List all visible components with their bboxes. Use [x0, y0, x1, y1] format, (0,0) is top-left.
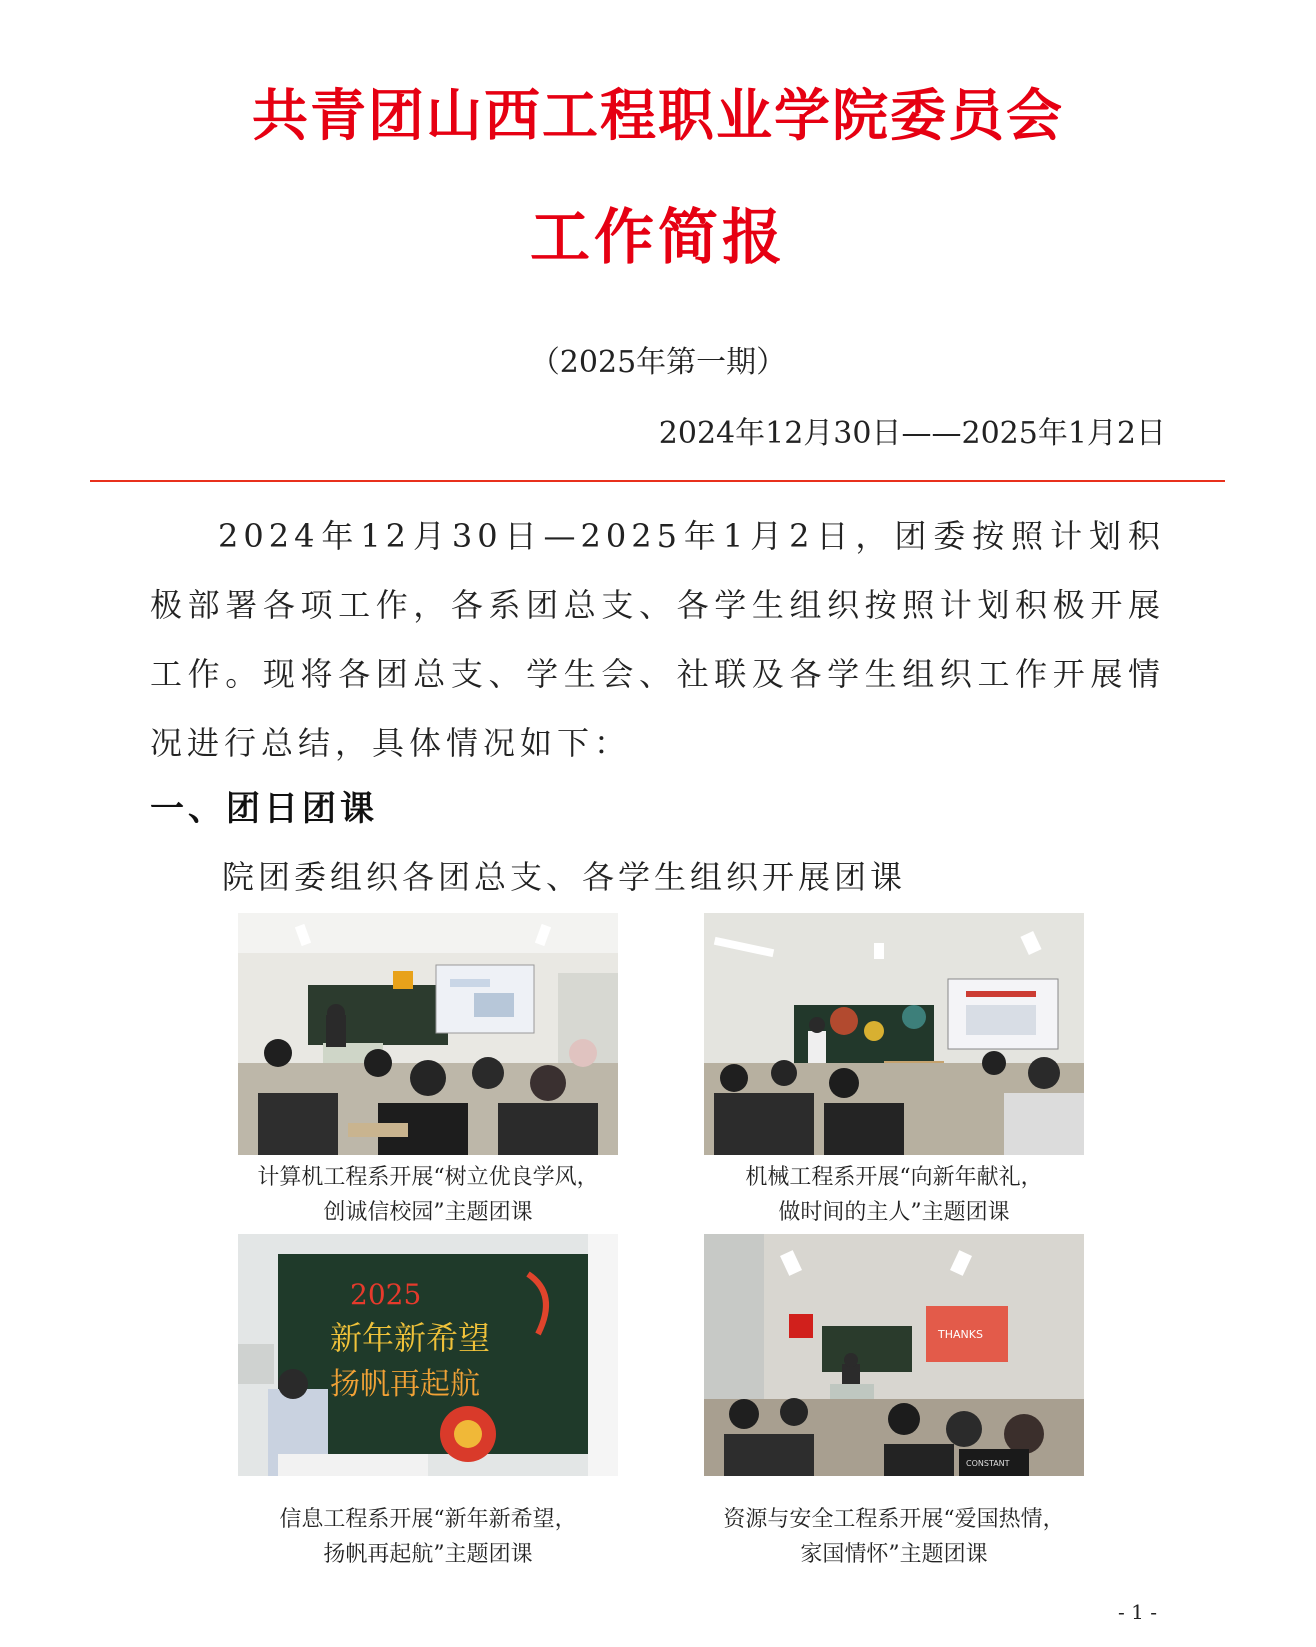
caption-line: 做时间的主人”主题团课: [778, 1200, 1010, 1225]
caption-line: 家国情怀”主题团课: [800, 1542, 988, 1567]
red-divider: [90, 480, 1225, 482]
classroom-photo-4: [704, 1234, 1084, 1476]
photo-caption-3: [238, 1502, 618, 1572]
photo-resources-safety-engineering: [704, 1234, 1084, 1476]
board-year: 2025: [350, 1278, 422, 1311]
caption-line: 信息工程系开展“新年新希望，: [279, 1507, 577, 1532]
document-subtitle: 工作简报: [530, 203, 786, 273]
photo-caption-4: [704, 1502, 1084, 1572]
page-number: - 1 -: [1118, 1600, 1157, 1624]
shirt-text: CONSTANT: [966, 1459, 1010, 1468]
board-text-line1: 新年新希望: [330, 1319, 491, 1357]
caption-line: 扬帆再起航”主题团课: [323, 1542, 533, 1567]
board-text-line2: 扬帆再起航: [330, 1367, 480, 1402]
classroom-photo-1: [238, 913, 618, 1155]
slide-text: THANKS: [938, 1328, 983, 1341]
photo-computer-engineering: [238, 913, 618, 1155]
photo-information-engineering: [238, 1234, 618, 1476]
classroom-photo-2: [704, 913, 1084, 1155]
intro-paragraph: 2024年12月30日—2025年1月2日，团委按照计划积极部署各项工作，各系团总支、各学生组织按照计划积极开展工作。现将各团总支、学生会、社联及各学生组织工作开展情况进行总结，具体情况如下：: [150, 517, 1165, 762]
document-title: 共青团山西工程职业学院委员会: [252, 84, 1064, 149]
caption-line: 计算机工程系开展“树立优良学风，: [257, 1165, 599, 1190]
caption-line: 创诚信校园”主题团课: [323, 1200, 533, 1225]
report-date-range: 2024年12月30日——2025年1月2日: [658, 416, 1166, 451]
classroom-photo-3: [238, 1234, 618, 1476]
section-heading: 一、团日团课: [150, 789, 378, 829]
photo-caption-1: [238, 1160, 618, 1230]
caption-line: 资源与安全工程系开展“爱国热情，: [723, 1507, 1065, 1532]
photo-caption-2: [704, 1160, 1084, 1230]
photo-mechanical-engineering: [704, 913, 1084, 1155]
section-subheading: 院团委组织各团总支、各学生组织开展团课: [222, 858, 907, 896]
caption-line: 机械工程系开展“向新年献礼，: [745, 1165, 1043, 1190]
issue-number: （2025年第一期）: [529, 345, 787, 380]
